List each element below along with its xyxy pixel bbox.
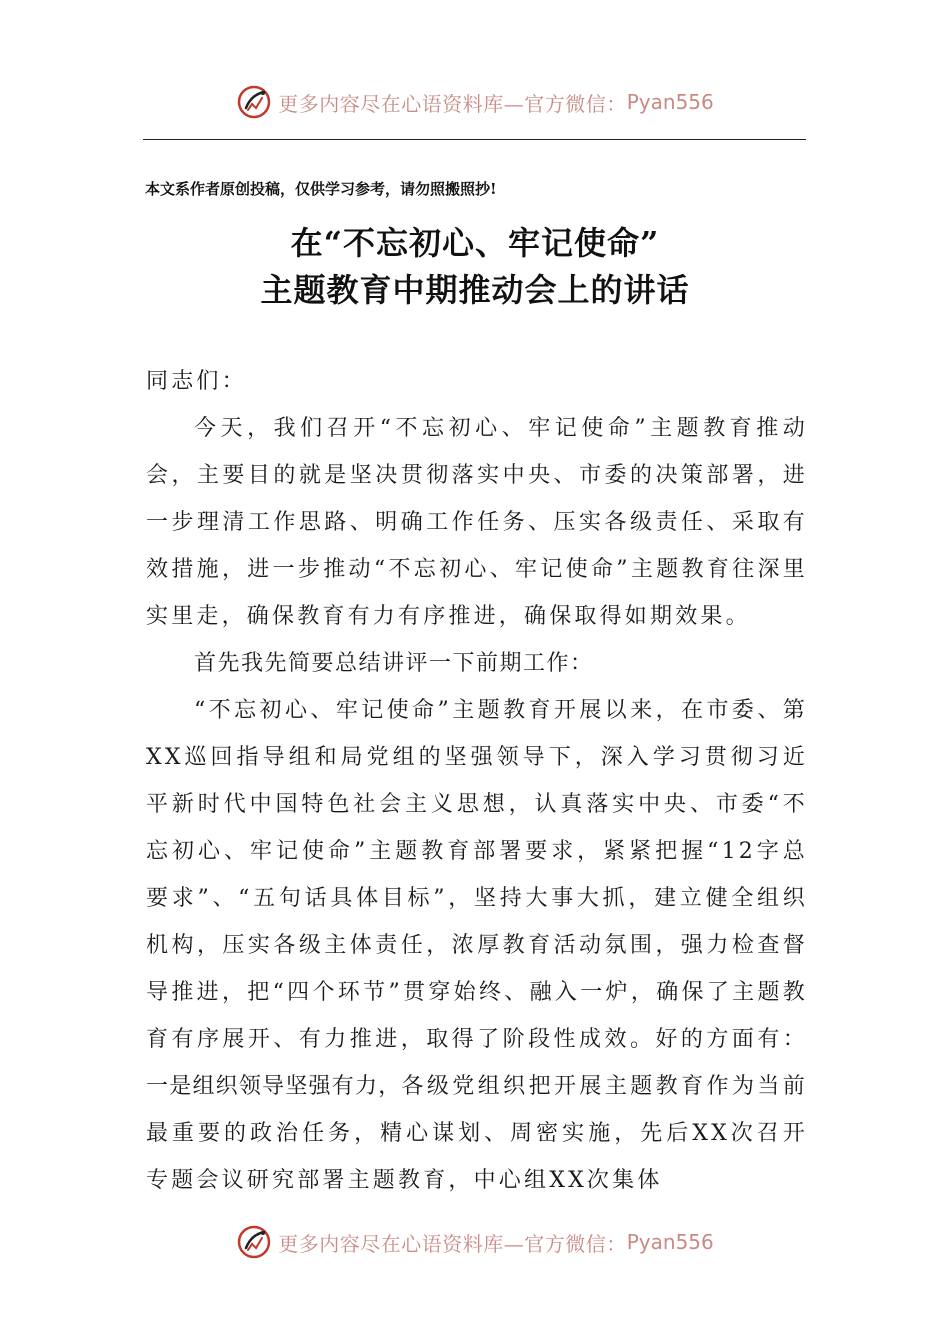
paragraph-review [146, 687, 808, 1204]
header-divider [143, 139, 806, 140]
watermark-wechat-id: Pyan556 [626, 1230, 714, 1254]
watermark-header [0, 82, 950, 122]
document-body [146, 358, 808, 1204]
greeting: 同志们： [146, 369, 247, 394]
document-title-line-2: 主题教育中期推动会上的讲话 [260, 271, 690, 309]
watermark-wechat-id: Pyan556 [626, 90, 714, 114]
document-title-line-1: 在“不忘初心、牢记使命” [290, 224, 660, 262]
watermark-text: 更多内容尽在心语资料库—官方微信： [278, 1231, 627, 1256]
paragraph-intro: 今天，我们召开“不忘初心、牢记使命”主题教育推动会，主要目的就是坚决贯彻落实中央、市委的决策部署，进一步理清工作思路、明确工作任务、压实各级责任、采取有效措施，进一步推动“不忘初心、牢记使命”主题教育往深里实里走，确保教育有力有序推进，确保取得如期效果。 [146, 416, 808, 629]
watermark-text: 更多内容尽在心语资料库—官方微信： [278, 91, 627, 116]
brand-logo-icon [236, 84, 272, 120]
brand-logo-icon [236, 1224, 272, 1260]
watermark-footer [0, 1222, 950, 1262]
paragraph-review-continued: 各级党组织把开展主题教育作为当前最重要的政治任务，精心谋划、周密实施，先后XX次召开专题会议研究部署主题教育，中心组XX次集体 [146, 1074, 808, 1193]
copyright-notice: 本文系作者原创投稿，仅供学习参考，请勿照搬照抄! [145, 180, 497, 198]
paragraph-review-point-one: 一是组织领导坚强有力， [146, 1074, 402, 1099]
paragraph-review-text: “不忘初心、牢记使命”主题教育开展以来，在市委、第XX巡回指导组和局党组的坚强领导下，深入学习贯彻习近平新时代中国特色社会主义思想，认真落实中央、市委“不忘初心、牢记使命”主题教育部署要求，紧紧把握“12字总要求”、“五句话具体目标”，坚持大事大抓，建立健全组织机构，压实各级主体责任，浓厚教育活动氛围，强力检查督导推进，把“四个环节”贯穿始终、融入一炉，确保了主题教育有序展开、有力推进，取得了阶段性成效。好的方面有： [146, 698, 808, 1052]
section-heading: 首先我先简要总结讲评一下前期工作： [194, 651, 594, 676]
